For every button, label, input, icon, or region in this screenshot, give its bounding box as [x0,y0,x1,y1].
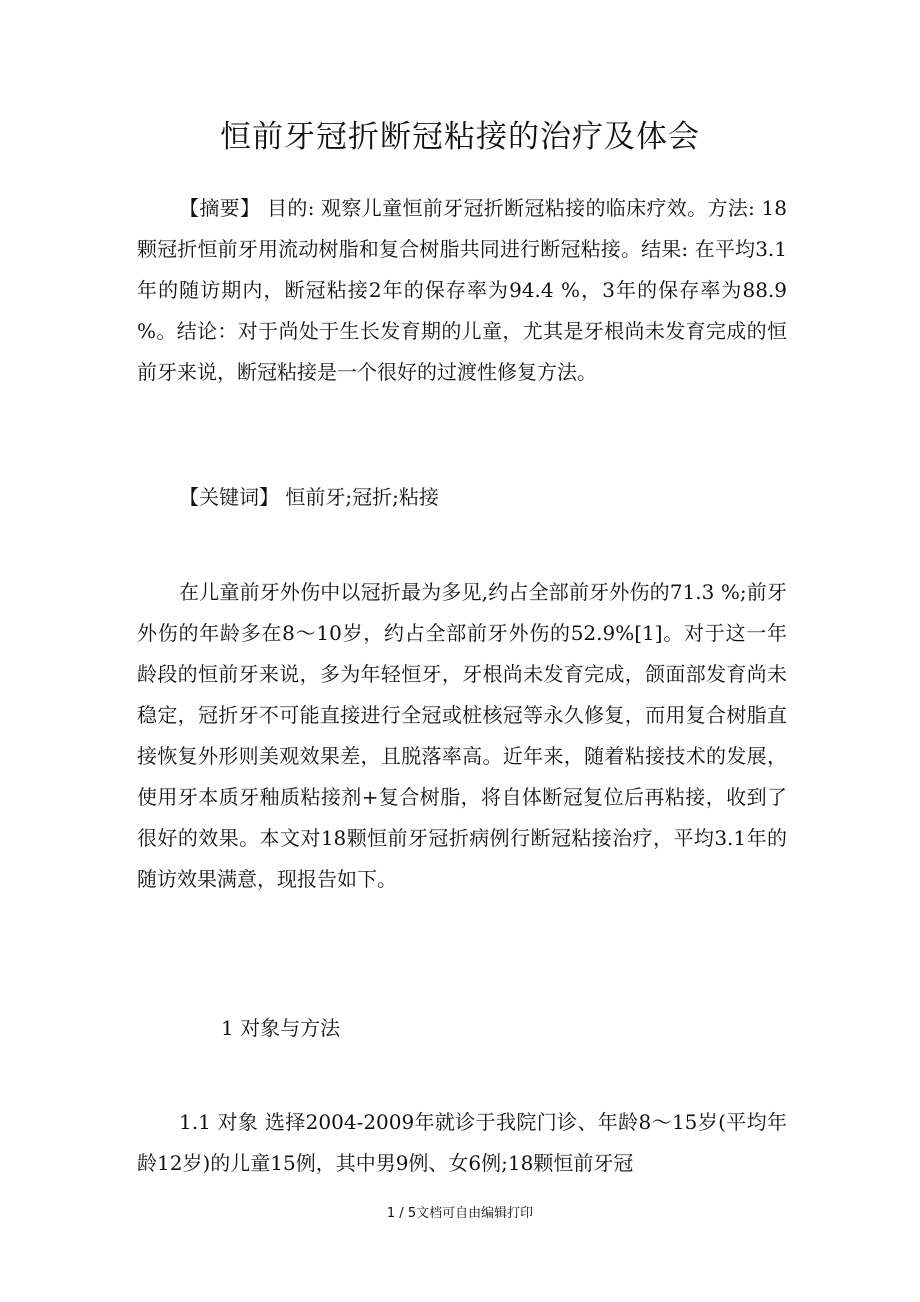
keywords-text: 恒前牙;冠折;粘接 [279,485,439,509]
abstract-text: 目的: 观察儿童恒前牙冠折断冠粘接的临床疗效。方法: 18颗冠折恒前牙用流动树脂和复合树脂共同进行断冠粘接。结果: 在平均3.1年的随访期内，断冠粘接2年的保存率为94.4 %，3年的保存率为88.9 %。结论：对于尚处于生长发育期的儿童，尤其是牙根尚未发育完成的恒前牙来说，断冠粘接是一个很好的过渡性修复方法。 [137,196,788,384]
keywords-paragraph [137,477,787,518]
abstract-label: 【摘要】 [179,196,261,220]
intro-paragraph: 在儿童前牙外伤中以冠折最为多见,约占全部前牙外伤的71.3 %;前牙外伤的年龄多在8～10岁，约占全部前牙外伤的52.9%[1]。对于这一年龄段的恒前牙来说，多为年轻恒牙，牙根尚未发育完成，颌面部发育尚未稳定，冠折牙不可能直接进行全冠或桩核冠等永久修复，而用复合树脂直接恢复外形则美观效果差，且脱落率高。近年来，随着粘接技术的发展，使用牙本质牙釉质粘接剂+复合树脂，将自体断冠复位后再粘接，收到了很好的效果。本文对18颗恒前牙冠折病例行断冠粘接治疗，平均3.1年的随访效果满意，现报告如下。 [137,580,787,891]
page-footer: 1 / 5文档可自由编辑打印 [386,1206,534,1221]
keywords-label: 【关键词】 [179,485,279,509]
section-heading: 1 对象与方法 [221,1016,341,1040]
document-title: 恒前牙冠折断冠粘接的治疗及体会 [220,119,700,155]
abstract-paragraph [137,188,787,393]
subsection-paragraph: 1.1 对象 选择2004-2009年就诊于我院门诊、年龄8～15岁(平均年龄12岁)的儿童15例，其中男9例、女6例;18颗恒前牙冠 [137,1110,787,1175]
